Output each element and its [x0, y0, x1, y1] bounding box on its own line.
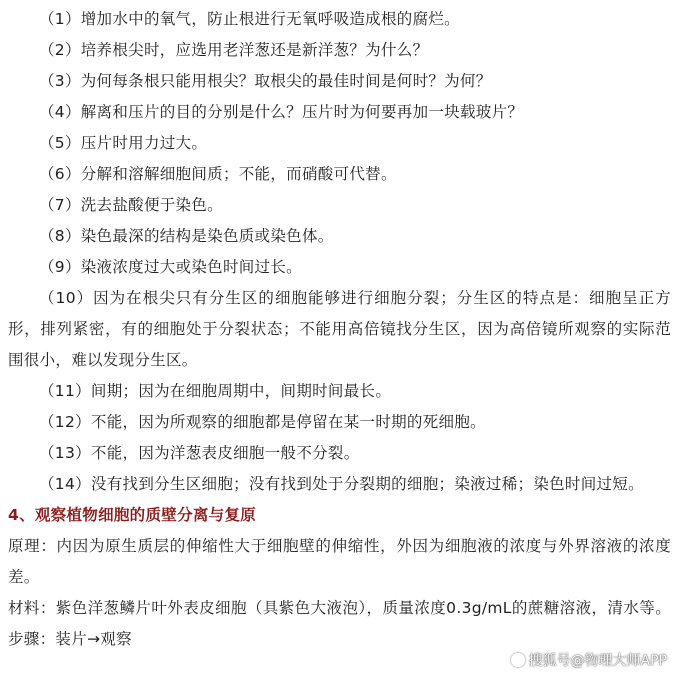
section-heading: 4、观察植物细胞的质壁分离与复原	[8, 506, 257, 524]
answer-item-4: （4）解离和压片的目的分别是什么？压片时为何要再加一块载玻片？	[39, 103, 524, 121]
document-body	[8, 4, 671, 655]
answer-item-10: （10）因为在根尖只有分生区的细胞能够进行细胞分裂；分生区的特点是：细胞呈正方形，排列紧密，有的细胞处于分裂状态；不能用高倍镜找分生区，因为高倍镜所观察的实际范围很小，难以发现分生区。	[8, 289, 671, 369]
principle-paragraph: 原理：内因为原生质层的伸缩性大于细胞壁的伸缩性，外因为细胞液的浓度与外界溶液的浓度差。	[8, 537, 671, 586]
watermark	[511, 650, 667, 670]
answer-item-7: （7）洗去盐酸便于染色。	[39, 196, 223, 214]
answer-item-3: （3）为何每条根只能用根尖？取根尖的最佳时间是何时？为何？	[39, 72, 492, 90]
answer-item-13: （13）不能，因为洋葱表皮细胞一般不分裂。	[39, 444, 360, 462]
answer-item-9: （9）染液浓度过大或染色时间过长。	[39, 258, 302, 276]
answer-item-12: （12）不能，因为所观察的细胞都是停留在某一时期的死细胞。	[39, 413, 486, 431]
answer-item-2: （2）培养根尖时，应选用老洋葱还是新洋葱？为什么？	[39, 41, 429, 59]
answer-item-11: （11）间期；因为在细胞周期中，间期时间最长。	[39, 382, 392, 400]
answer-item-8: （8）染色最深的结构是染色质或染色体。	[39, 227, 334, 245]
answer-item-6: （6）分解和溶解细胞间质；不能，而硝酸可代替。	[39, 165, 397, 183]
answer-item-5: （5）压片时用力过大。	[39, 134, 208, 152]
sohu-logo-icon	[511, 653, 525, 667]
watermark-text: 搜狐号@物理大师APP	[528, 653, 667, 669]
materials-paragraph: 材料：紫色洋葱鳞片叶外表皮细胞（具紫色大液泡），质量浓度0.3g/mL的蔗糖溶液，清水等。步骤：装片→观察	[8, 599, 671, 648]
answer-item-14: （14）没有找到分生区细胞；没有找到处于分裂期的细胞；染液过稀；染色时间过短。	[39, 475, 644, 493]
answer-item-1: （1）增加水中的氧气，防止根进行无氧呼吸造成根的腐烂。	[39, 10, 460, 28]
